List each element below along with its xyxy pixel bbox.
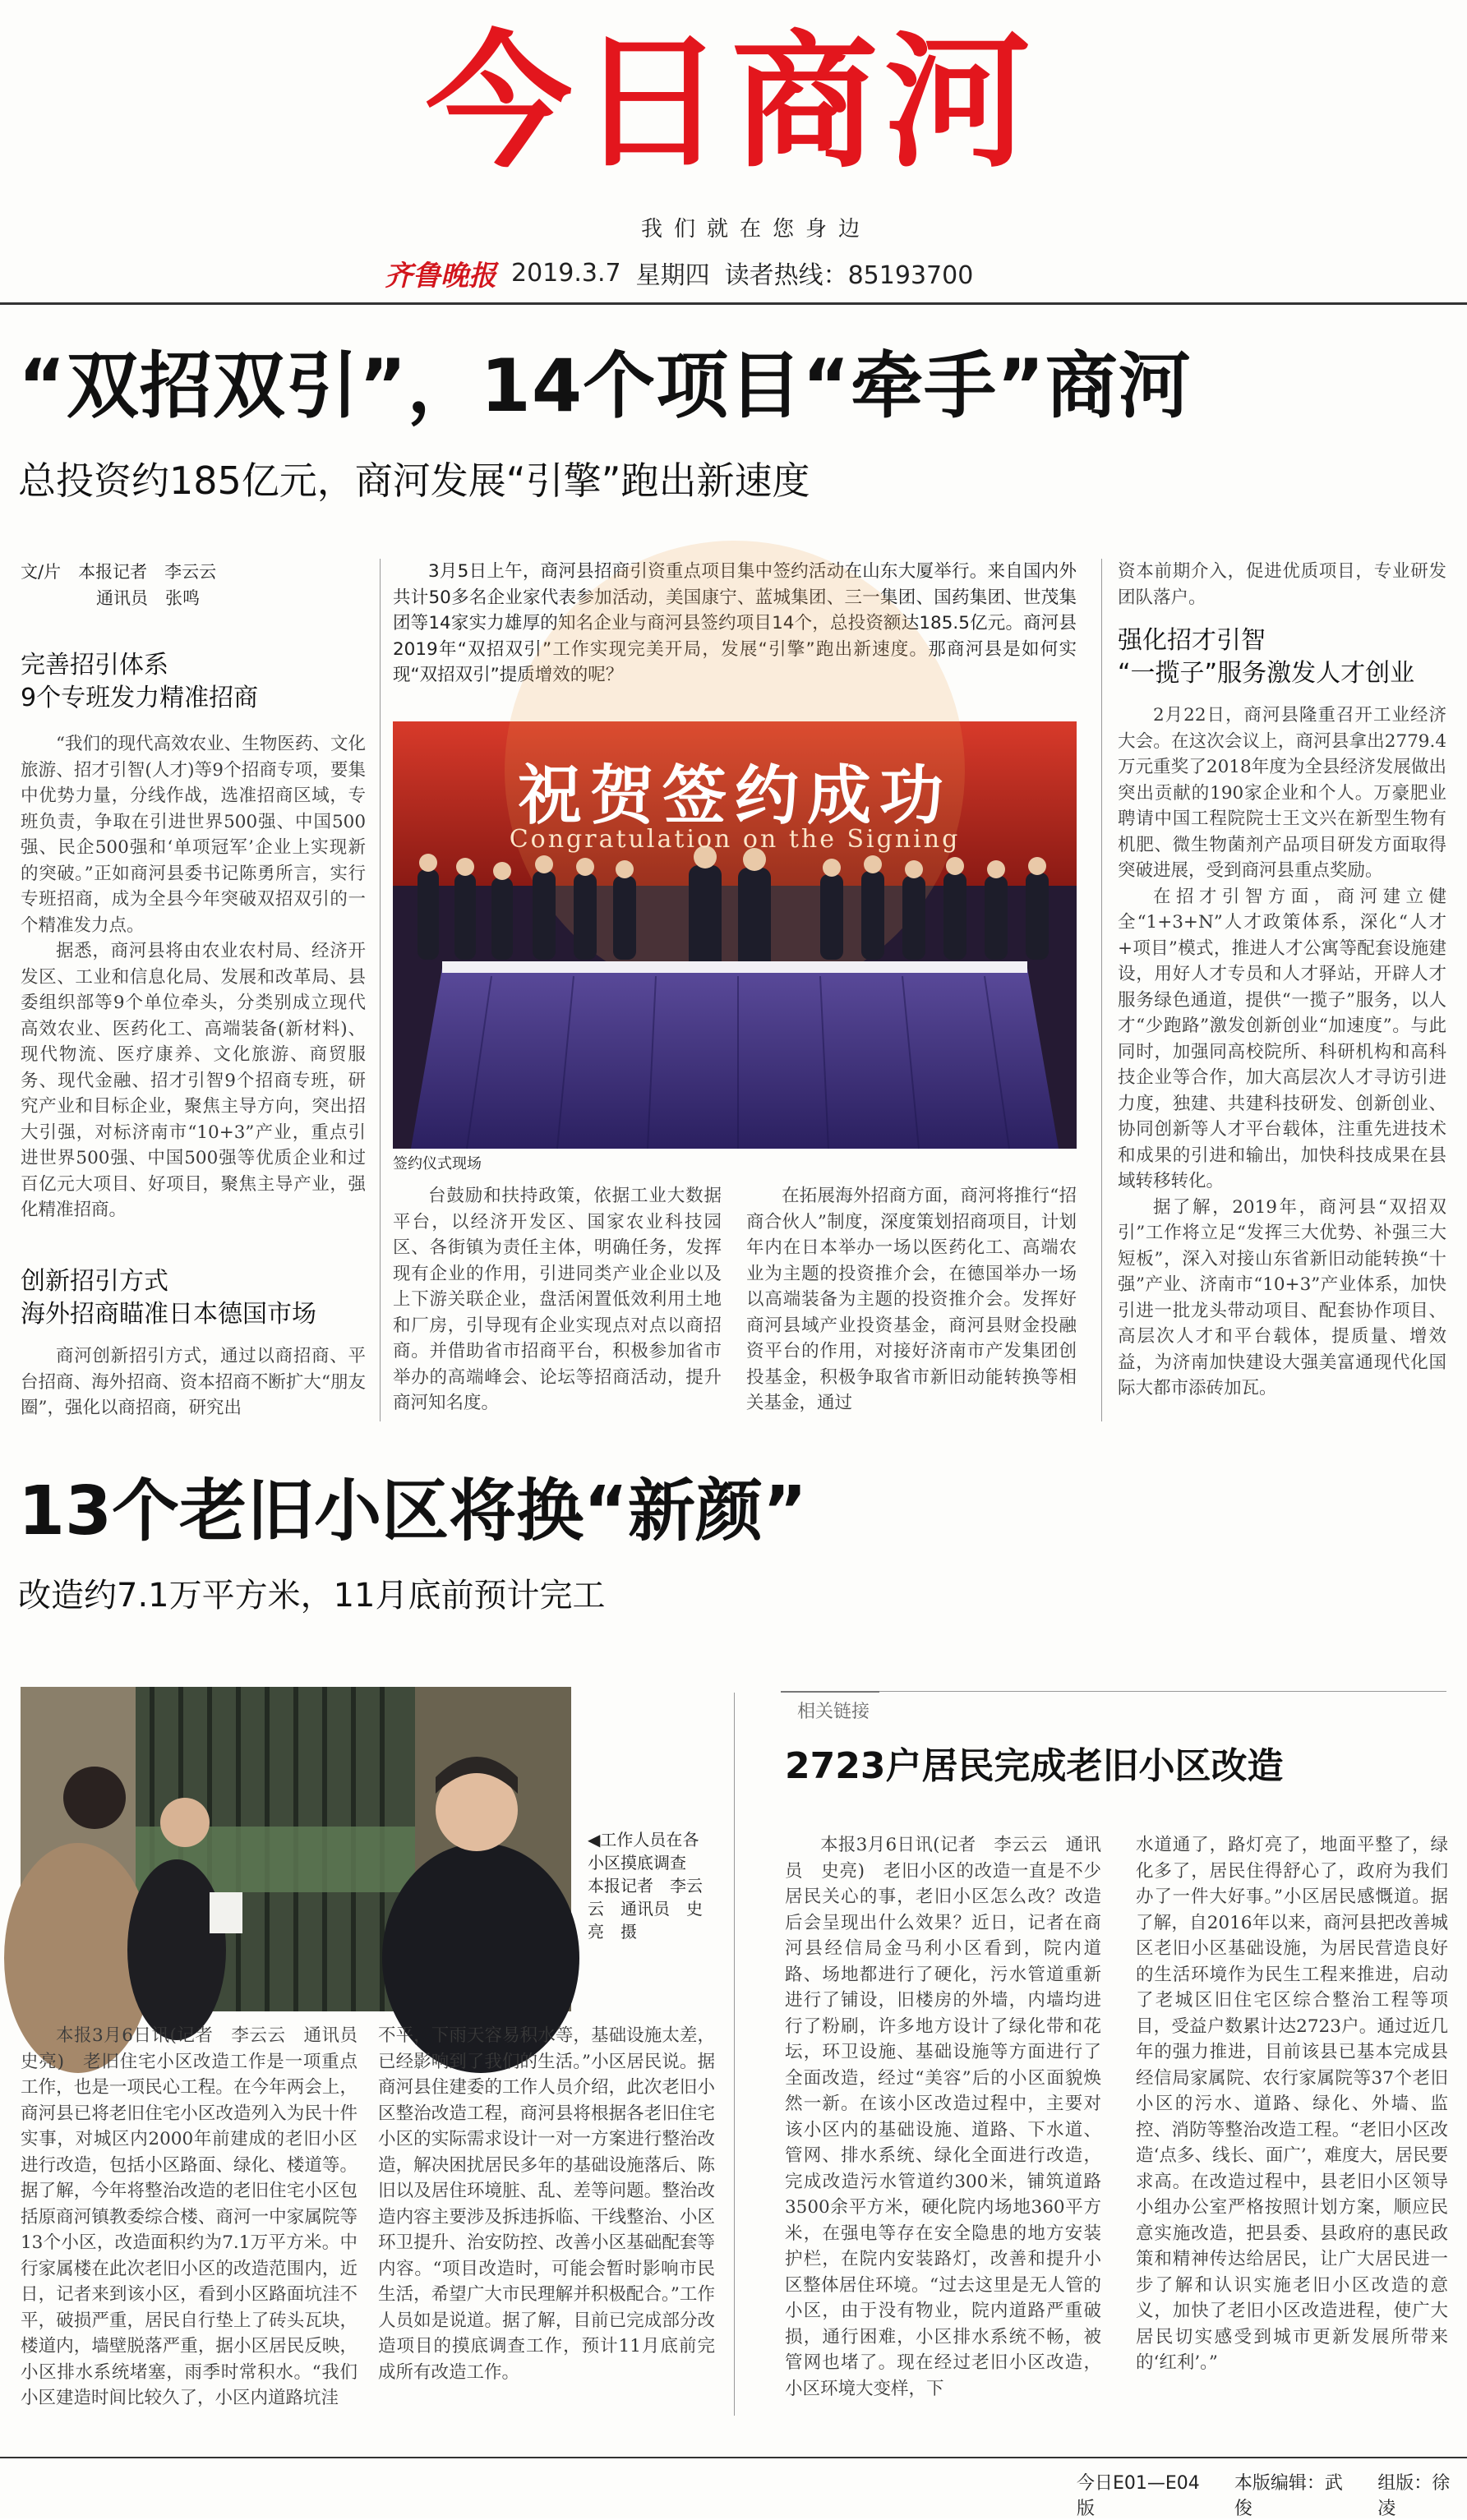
byline-reporter: 文/片 本报记者 李云云 — [21, 562, 217, 582]
related-col2 — [1136, 1832, 1448, 2417]
section2-title-line1: 创新招引方式 — [21, 1267, 168, 1296]
story1-col1-bottom — [21, 1343, 366, 1421]
section2-title — [21, 1265, 366, 1331]
photo-banner-text: 祝贺签约成功 — [517, 758, 952, 833]
column-divider — [380, 559, 381, 1421]
section1-title — [21, 649, 366, 715]
story1-paragraph: 据了解，2019年，商河县“双招双引”工作将立足“发挥三大优势、补强三大短板”，深入对接山东省新旧动能转换“十强”产业、济南市“10+3”产业体系，加快引进一批龙头带动项目、配套协作项目、高层次人才和平台载体，提质量、增效益，为济南加快建设大强美富通现代化国际大都市添砖加瓦。 — [1118, 1196, 1446, 1398]
story1-paragraph: 商河创新招引方式，通过以商招商、平台招商、海外招商、资本招商不断扩大“朋友圈”，强化以商招商，研究出 — [21, 1346, 366, 1418]
story1-paragraph: 据悉，商河县将由农业农村局、经济开发区、工业和信息化局、发展和改革局、县委组织部等9个单位牵头，分类别成立现代高效农业、医药化工、高端装备(新材料)、现代物流、医疗康养、文化旅游、商贸服务、现代金融、招才引智9个招商专班，研究产业和目标企业，聚焦主导方向，突出招大引强，对标济南市“10+3”产业，重点引进世界500强、中国500强等优质企业和过百亿元大项目、好项目，聚焦主导产业，强化精准招商。 — [21, 941, 366, 1220]
masthead-slogan: 我们就在您身边 — [640, 217, 871, 242]
section3-title-line2: “一揽子”服务激发人才创业 — [1118, 659, 1415, 688]
story1-paragraph: 台鼓励和扶持政策，依据工业大数据平台，以经济开发区、国家农业科技园区、各街镇为责任主体，明确任务，发挥现有企业的作用，引进同类产业企业以及上下游关联企业，盘活闲置低效利用土地和厂房，引导现有企业实现点对点以商招商。并借助省市招商平台，积极参加省市举办的高端峰会、论坛等招商活动，提升商河知名度。 — [393, 1186, 722, 1413]
story1-col2 — [393, 1183, 722, 1421]
signing-ceremony-photo — [393, 721, 1077, 1149]
survey-photo-caption: ◀工作人员在各小区摸底调查 本报记者 李云云 通讯员 史亮 摄 — [588, 1830, 703, 1942]
story1-col1-top — [21, 731, 366, 1249]
story1-col4-top — [1118, 559, 1446, 616]
story2-headline: 13个老旧小区将换“新颜” — [18, 1472, 807, 1550]
story1-paragraph: “我们的现代高效农业、生物医药、文化旅游、招才引智(人才)等9个招商专项，要集中优势力量，分线作战，选准招商区域，专班负责，争取在引进世界500强、中国500强、民企500强和‘单项冠军’企业上实现新的突破。”正如商河县委书记陈勇所言，实行专班招商，成为全县今年突破双招双引的一个精准发力点。 — [21, 734, 366, 936]
page-footer — [1077, 2469, 1467, 2520]
story1-col4 — [1118, 703, 1446, 1421]
masthead-rule — [0, 302, 1467, 305]
related-link-rule — [879, 1691, 1446, 1692]
section2-title-line2: 海外招商瞄准日本德国市场 — [21, 1300, 316, 1329]
related-col1 — [785, 1832, 1101, 2417]
column-divider — [1101, 559, 1102, 1421]
photo-banner-english: Congratulation on the Signing — [509, 825, 961, 854]
section1-title-line2: 9个专班发力精准招商 — [21, 684, 259, 712]
story2-col2 — [378, 2023, 715, 2417]
masthead-title: 今日商河 — [426, 17, 1037, 187]
related-link-tag-box — [781, 1691, 879, 1724]
issue-date: 2019.3.7 — [511, 258, 621, 288]
story1-paragraph: 资本前期介入，促进优质项目，专业研发团队落户。 — [1118, 561, 1446, 608]
paper-name: 齐鲁晚报 — [385, 259, 496, 293]
story2-paragraph: 不平，下雨天容易积水等，基础设施太差，已经影响到了我们的生活。”小区居民说。据商河县住建委的工作人员介绍，此次老旧小区整治改造工程，商河县将根据各老旧住宅小区的实际需求设计一对一方案进行整治改造，解决困扰居民多年的基础设施落后、陈旧以及居住环境脏、乱、差等问题。整治改造内容主要涉及拆违拆临、干线整治、小区环卫提升、治安防控、改善小区基础配套等内容。“项目改造时，可能会暂时影响市民生活，希望广大市民理解并积极配合。”工作人员如是说道。据了解，目前已完成部分改造项目的摸底调查工作，预计11月底前完成所有改造工作。 — [378, 2025, 715, 2383]
story1-byline — [21, 559, 366, 611]
section3-title-line1: 强化招才引智 — [1118, 626, 1266, 655]
story1-headline: “双招双引”，14个项目“牵手”商河 — [18, 343, 1192, 428]
reader-hotline: 读者热线：85193700 — [724, 261, 974, 290]
old-community-survey-photo — [21, 1687, 571, 2011]
story1-paragraph: 2月22日，商河县隆重召开工业经济大会。在这次会议上，商河县拿出2779.4万元重奖了2018年度为全县经济发展做出突出贡献的190家企业和个人。万豪肥业聘请中国工程院院士王文兴在新型生物有机肥、微生物菌剂产品项目研发方面取得突破进展，受到商河县重点奖励。 — [1118, 705, 1446, 881]
related-paragraph: 水道通了，路灯亮了，地面平整了，绿化多了，居民住得舒心了，政府为我们办了一件大好事。”小区居民感慨道。据了解，自2016年以来，商河县把改善城区老旧小区基础设施，为居民营造良好的生活环境作为民生工程来推进，启动了老城区旧住宅区综合整治工程等项目，受益户数累计达2723户。通过近几年的强力推进，目前该县已基本完成县经信局家属院、农行家属院等37个老旧小区的污水、道路、绿化、外墙、监控、消防等整治改造工程。“老旧小区改造‘点多、线长、面广’，难度大，居民要求高。在改造过程中，县老旧小区领导小组办公室严格按照计划方案，顺应民意实施改造，把县委、县政府的惠民政策和精神传达给居民，让广大居民进一步了解和认识实施老旧小区改造的意义，加快了老旧小区改造进程，使广大居民切实感受到城市更新发展所带来的‘红利’。” — [1136, 1835, 1448, 2373]
survey-photo-illustration — [21, 1687, 571, 2011]
footer-layout: 组版：徐凌 — [1377, 2473, 1451, 2519]
footer-pages: 今日E01—E04版 — [1077, 2473, 1200, 2519]
story2-col1 — [21, 2023, 376, 2417]
byline-correspondent: 通讯员 张鸣 — [96, 588, 200, 608]
masthead-info — [385, 255, 973, 291]
story2-subheadline: 改造约7.1万平方米，11月底前预计完工 — [18, 1577, 606, 1615]
issue-weekday: 星期四 — [635, 261, 710, 290]
story2-paragraph: 本报3月6日讯(记者 李云云 通讯员 史亮) 老旧住宅小区改造工作是一项重点工作，也是一项民心工程。在今年两会上，商河县已将老旧住宅小区改造列入为民十件实事，对城区内2000年前建成的老旧小区进行改造，包括小区路面、绿化、楼道等。据了解，今年将整治改造的老旧住宅小区包括原商河镇教委综合楼、商河一中家属院等13个小区，改造面积约为7.1万平方米。中行家属楼在此次老旧小区的改造范围内，近日，记者来到该小区，看到小区路面坑洼不平，破损严重，居民自行垫上了砖头瓦块，楼道内，墙壁脱落严重，据小区居民反映，小区排水系统堵塞，雨季时常积水。“我们小区建造时间比较久了，小区内道路坑洼 — [21, 2025, 376, 2408]
related-paragraph: 本报3月6日讯(记者 李云云 通讯员 史亮) 老旧小区的改造一直是不少居民关心的事，老旧小区怎么改？改造后会呈现出什么效果？近日，记者在商河县经信局金马利小区看到，院内道路、场地都进行了硬化，污水管道重新进行了铺设，旧楼房的外墙，内墙均进行了粉刷，许多地方设计了绿化带和花坛，环卫设施、基础设施等方面进行了全面改造，经过“美容”后的小区面貌焕然一新。在该小区改造过程中，主要对该小区内的基础设施、道路、下水道、管网、排水系统、绿化全面进行改造，完成改造污水管道约300米，铺筑道路3500余平方米，硬化院内场地360平方米，在强电等存在安全隐患的地方安装护栏，在院内安装路灯，改善和提升小区整体居住环境。“过去这里是无人管的小区，由于没有物业，院内道路严重破损，通行困难，小区排水系统不畅，被管网也堵了。现在经过老旧小区改造，小区环境大变样，下 — [785, 1835, 1101, 2399]
section3-title — [1118, 624, 1446, 690]
related-headline: 2723户居民完成老旧小区改造 — [785, 1745, 1284, 1787]
story1-paragraph: 在招才引智方面，商河建立健全“1+3+N”人才政策体系，深化“人才+项目”模式，推进人才公寓等配套设施建设，用好人才专员和人才驿站，开辟人才服务绿色通道，提供“一揽子”服务，以人才“少跑路”激发创新创业“加速度”。与此同时，加强同高校院所、科研机构和高科技企业等合作，加大高层次人才寻访引进力度，独建、共建科技研发、创新创业、协同创新等人才平台载体，注重先进技术和成果的引进和输出，加快科技成果在县域转移转化。 — [1118, 886, 1446, 1191]
story1-subheadline: 总投资约185亿元，商河发展“引擎”跑出新速度 — [18, 458, 810, 503]
story1-paragraph: 在拓展海外招商方面，商河将推行“招商合伙人”制度，深度策划招商项目，计划年内在日本举办一场以医药化工、高端农业为主题的投资推介会，在德国举办一场以高端装备为主题的投资推介会。发挥好商河县域产业投资基金，商河县财金投融资平台的作用，对接好济南市产发集团创投基金，积极争取省市新旧动能转换等相关基金，通过 — [746, 1186, 1077, 1413]
footer-rule — [0, 2457, 1467, 2458]
section1-title-line1: 完善招引体系 — [21, 651, 168, 680]
story1-col3 — [746, 1183, 1077, 1421]
related-link-tag: 相关链接 — [797, 1702, 870, 1722]
story1-lead-text: 3月5日上午，商河县招商引资重点项目集中签约活动在山东大厦举行。来自国内外共计50多名企业家代表参加活动，美国康宁、蓝城集团、三一集团、国药集团、世茂集团等14家实力雄厚的知名企业与商河县签约项目14个，总投资额达185.5亿元。商河县2019年“双招双引”工作实现完美开局，发展“引擎”跑出新速度。那商河县是如何实现“双招双引”提质增效的呢？ — [393, 561, 1077, 685]
footer-editor: 本版编辑：武俊 — [1234, 2473, 1343, 2519]
column-divider — [734, 1693, 735, 2416]
signing-photo-caption: 签约仪式现场 — [393, 1155, 482, 1172]
